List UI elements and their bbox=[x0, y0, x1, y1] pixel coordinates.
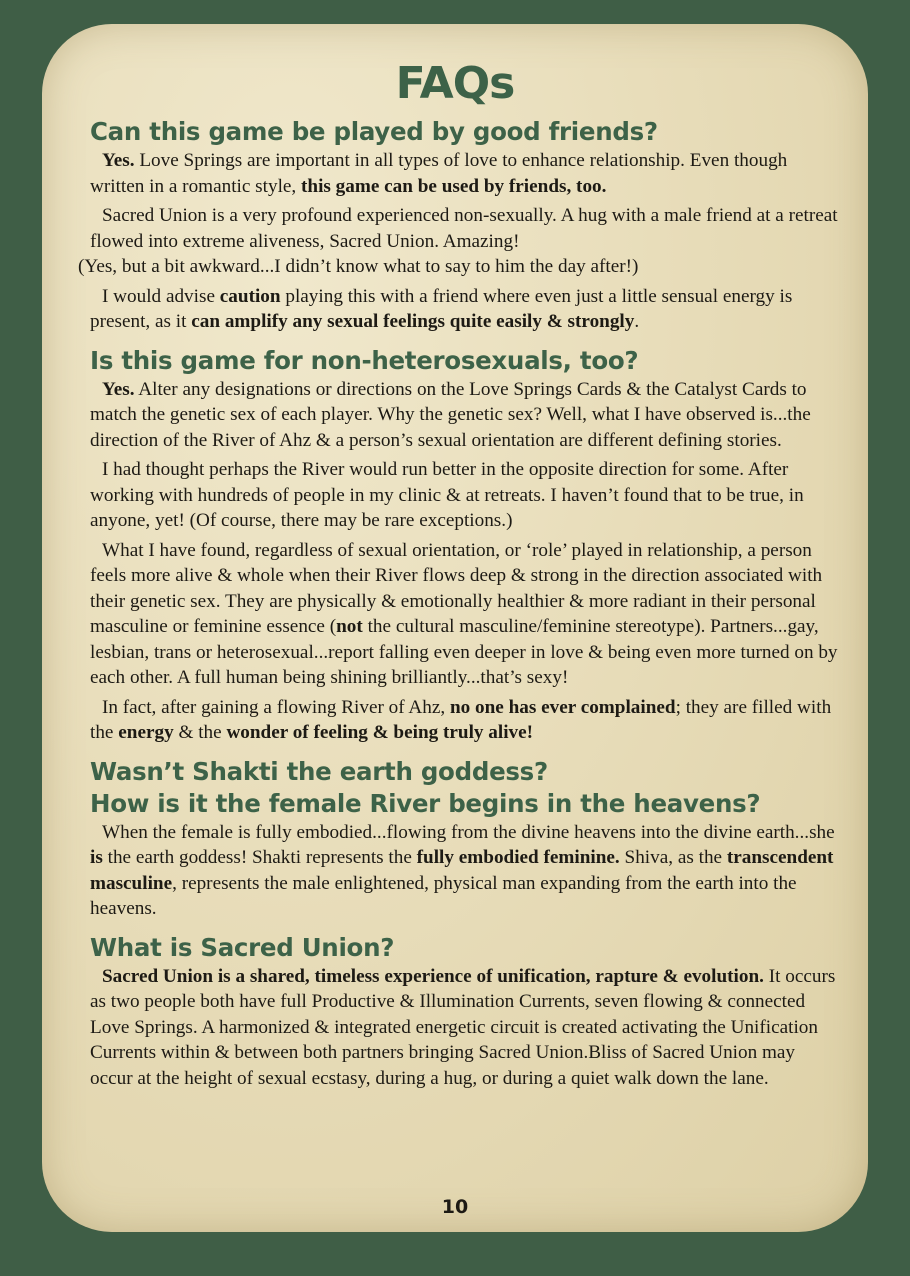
text-run: I would advise bbox=[102, 285, 220, 307]
bold-text: no one has ever complained bbox=[449, 696, 676, 718]
faq-answer-paragraph bbox=[90, 538, 840, 691]
text-run: Love Springs are important in all types of love to enhance relationship. Even though written in a romantic style, bbox=[90, 150, 788, 197]
page-title: FAQs bbox=[395, 58, 515, 109]
text-run: When the female is fully embodied...flowing from the divine heavens into the divine earth...she bbox=[102, 821, 835, 843]
faq-answer-paragraph bbox=[90, 457, 840, 534]
text-run: the cultural masculine/feminine stereotype). Partners...gay, lesbian, trans or heterosexual...report falling even deeper in love & being even more turned on by each other. A full human being shining brilliantly...that’s sexy! bbox=[90, 616, 838, 688]
page-number: 10 bbox=[441, 1196, 469, 1218]
bold-text: caution bbox=[219, 285, 281, 307]
faq-content bbox=[78, 116, 840, 1095]
faq-answer-paragraph bbox=[90, 148, 840, 199]
bold-text: fully embodied feminine. bbox=[416, 847, 620, 868]
text-run: Alter any designations or directions on the Love Springs Cards & the Catalyst Cards to match the genetic sex of each player. Why the genetic sex? Well, what I have observed is...the direction of the River of Ahz & a person’s sexual orientation are different defining stories. bbox=[90, 378, 811, 451]
bold-text: transcendent masculine bbox=[90, 847, 834, 894]
text-run: It occurs as two people both have full Productive & Illumination Currents, seven flowing & connected Love Springs. A harmonized & integrated energetic circuit is created activating the Unification Currents within & between both partners bringing Sacred Union.Bliss of Sacred Union may occur at the height of sexual ecstasy, during a hug, or during a quiet walk down the lane. bbox=[90, 965, 836, 1089]
faq-answer-paragraph bbox=[90, 284, 840, 335]
faq-sacred-union bbox=[90, 932, 840, 1092]
bold-text: can amplify any sexual feelings quite easily & strongly bbox=[191, 311, 635, 332]
text-run: & the bbox=[173, 722, 227, 743]
text-run: , represents the male enlightened, physical man expanding from the earth into the heavens. bbox=[90, 872, 797, 919]
faq-answer-paragraph bbox=[78, 203, 840, 280]
bold-text: not bbox=[336, 616, 363, 637]
faq-heading-friends: Can this game be played by good friends? bbox=[90, 117, 658, 146]
faq-subheading-female-river: How is it the female River begins in the heavens? bbox=[90, 788, 761, 818]
faq-answer-paragraph bbox=[90, 964, 840, 1092]
text-run: playing this with a friend where even just a little sensual energy is present, as it bbox=[90, 285, 793, 332]
faq-heading-non-heterosexuals: Is this game for non-heterosexuals, too? bbox=[90, 345, 639, 375]
faq-heading-shakti: Wasn’t Shakti the earth goddess? bbox=[90, 756, 548, 786]
bold-text: Sacred Union is a shared, timeless experience of unification, rapture & evolution. bbox=[102, 965, 764, 987]
text-run: I had thought perhaps the River would run better in the opposite direction for some. After working with hundreds of people in my clinic & at retreats. I haven’t found that to be true, in anyone, yet! (Of course, there may be rare exceptions.) bbox=[90, 459, 804, 531]
text-run: . bbox=[634, 311, 640, 332]
faq-answer-paragraph bbox=[90, 695, 840, 746]
text-run: In fact, after gaining a flowing River of Ahz, bbox=[102, 696, 450, 718]
faq-answer-paragraph bbox=[90, 377, 840, 454]
faq-shakti bbox=[90, 756, 840, 922]
text-run: What I have found, regardless of sexual orientation, or ‘role’ played in relationship, a person feels more alive & whole when their River flows deep & strong in the direction associated with their genetic sex. They are physically & emotionally healthier & more radiant in their personal masculine or feminine essence ( bbox=[90, 539, 823, 637]
bold-text: this game can be used by friends, too. bbox=[301, 175, 607, 197]
text-run: Sacred Union is a very profound experienced non-sexually. A hug with a male friend at a retreat flowed into extreme aliveness, Sacred Union. Amazing! bbox=[90, 205, 838, 252]
faq-friends bbox=[78, 116, 840, 335]
bold-text: wonder of feeling & being truly alive! bbox=[226, 722, 534, 743]
faq-heading-sacred-union: What is Sacred Union? bbox=[90, 932, 395, 962]
bold-text: energy bbox=[118, 722, 174, 743]
text-run: Shiva, as the bbox=[619, 847, 727, 868]
yes-label: Yes. bbox=[102, 150, 135, 171]
text-run: ; they are filled with the bbox=[90, 696, 832, 743]
bold-text: is bbox=[90, 847, 103, 868]
faq-answer-paragraph bbox=[90, 820, 840, 922]
text-run: the earth goddess! Shakti represents the bbox=[102, 847, 417, 868]
faq-non-heterosexuals bbox=[90, 345, 840, 746]
text-run: (Yes, but a bit awkward...I didn’t know what to say to him the day after!) bbox=[78, 256, 639, 277]
yes-label: Yes. bbox=[102, 378, 135, 400]
